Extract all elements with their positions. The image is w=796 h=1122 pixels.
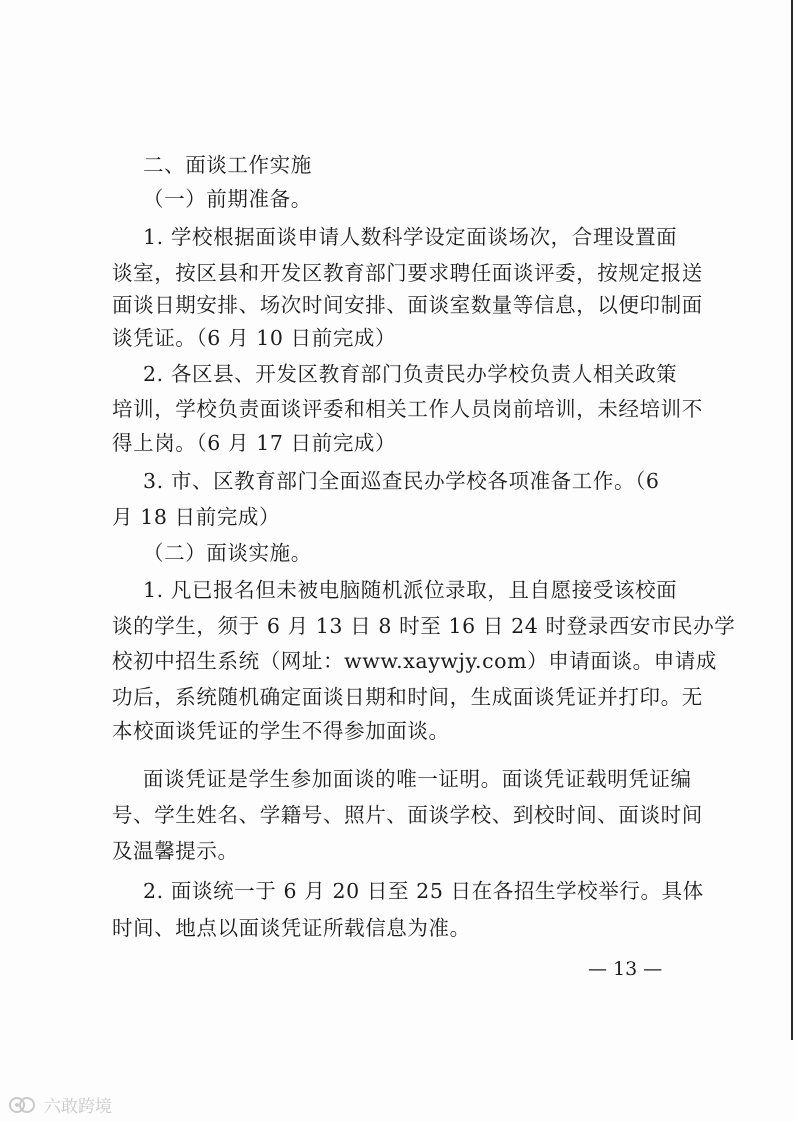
paragraph-line: 本校面谈凭证的学生不得参加面谈。 [112, 719, 450, 743]
page-number: — 13 — [588, 958, 663, 980]
paragraph-line: 2. 面谈统一于 6 月 20 日至 25 日在各招生学校举行。具体 [143, 879, 704, 903]
paragraph-line: 培训，学校负责面谈评委和相关工作人员岗前培训，未经培训不 [112, 397, 703, 421]
paragraph-line: 1. 凡已报名但未被电脑随机派位录取，且自愿接受该校面 [143, 578, 678, 602]
page-edge-line [791, 0, 793, 1040]
paragraph-line: 月 18 日前完成） [112, 505, 281, 529]
paragraph-line: 号、学生姓名、学籍号、照片、面谈学校、到校时间、面谈时间 [112, 803, 703, 827]
paragraph-line: 功后，系统随机确定面谈日期和时间，生成面谈凭证并打印。无 [112, 685, 703, 709]
paragraph-line: 3. 市、区教育部门全面巡查民办学校各项准备工作。（6 [143, 469, 660, 493]
paragraph-line: 时间、地点以面谈凭证所载信息为准。 [112, 916, 471, 940]
paragraph-line: 1. 学校根据面谈申请人数科学设定面谈场次，合理设置面 [143, 225, 678, 249]
paragraph-line: 面谈凭证是学生参加面谈的唯一证明。面谈凭证载明凭证编 [143, 767, 692, 791]
paragraph-line: 谈凭证。（6 月 10 日前完成） [112, 326, 397, 350]
paragraph-line: 2. 各区县、开发区教育部门负责民办学校负责人相关政策 [143, 362, 678, 386]
paragraph-line: 得上岗。（6 月 17 日前完成） [112, 431, 397, 455]
paragraph-line: 面谈日期安排、场次时间安排、面谈室数量等信息，以便印制面 [112, 293, 703, 317]
watermark [8, 1092, 112, 1117]
subsection-title-preparation: （一）前期准备。 [143, 187, 312, 211]
paragraph-line: 校初中招生系统（网址：www.xaywjy.com）申请面谈。申请成 [112, 649, 718, 673]
watermark-logo-icon [8, 1095, 38, 1115]
watermark-text: 六敢跨境 [44, 1097, 112, 1117]
subsection-title-implementation: （二）面谈实施。 [143, 541, 312, 565]
paragraph-line: 及温馨提示。 [112, 839, 239, 863]
paragraph-line: 谈室，按区县和开发区教育部门要求聘任面谈评委，按规定报送 [112, 261, 703, 285]
section-title: 二、面谈工作实施 [143, 153, 312, 177]
paragraph-line: 谈的学生，须于 6 月 13 日 8 时至 16 日 24 时登录西安市民办学 [112, 614, 736, 638]
